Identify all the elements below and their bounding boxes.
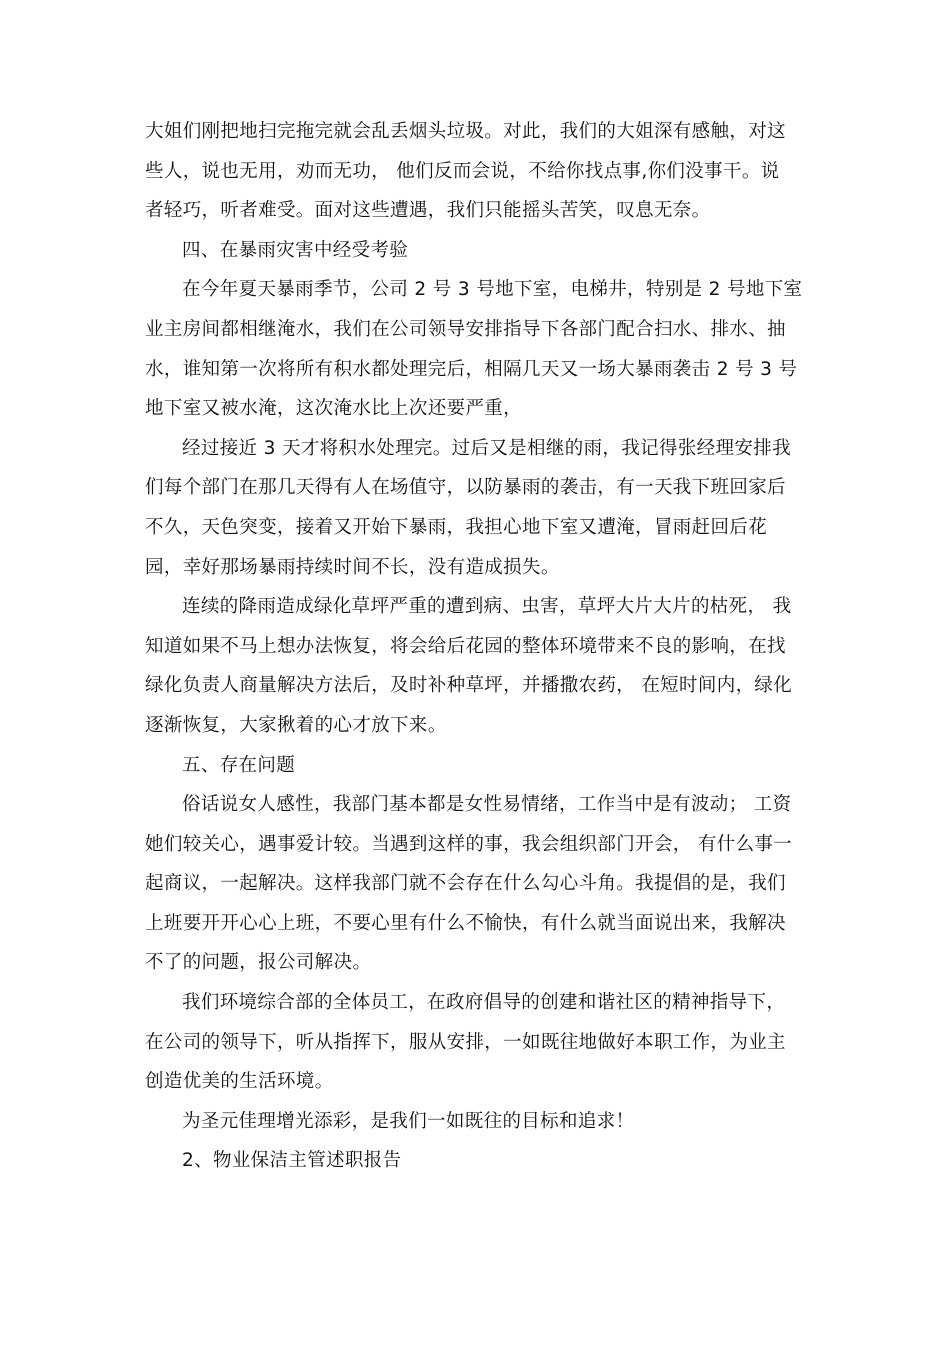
body-line: 者轻巧，听者难受。面对这些遭遇，我们只能摇头苦笑，叹息无奈。 <box>145 200 711 222</box>
paragraph-start: 为圣元佳理增光添彩，是我们一如既往的目标和追求！ <box>182 1110 635 1132</box>
body-line: 水，谁知第一次将所有积水都处理完后，相隔几天又一场大暴雨袭击 2 号 3 号 <box>145 358 798 380</box>
paragraph-start: 连续的降雨造成绿化草坪严重的遭到病、虫害，草坪大片大片的枯死， 我 <box>182 596 792 618</box>
body-line: 大姐们刚把地扫完拖完就会乱丢烟头垃圾。对此，我们的大姐深有感触，对这 <box>145 121 786 142</box>
body-line: 创造优美的生活环境。 <box>145 1071 334 1093</box>
body-line: 知道如果不马上想办法恢复，将会给后花园的整体环境带来不良的影响，在找 <box>145 635 786 657</box>
body-line: 们每个部门在那几天得有人在场值守，以防暴雨的袭击，有一天我下班回家后 <box>145 477 786 499</box>
section-heading-5: 五、存在问题 <box>182 754 296 776</box>
body-line: 不久，天色突变，接着又开始下暴雨，我担心地下室又遭淹，冒雨赶回后花 <box>145 516 768 538</box>
paragraph-start: 俗话说女人感性，我部门基本都是女性易情绪，工作当中是有波动； 工资 <box>182 794 792 816</box>
paragraph-start: 经过接近 3 天才将积水处理完。过后又是相继的雨，我记得张经理安排我 <box>182 437 791 459</box>
body-line: 业主房间都相继淹水，我们在公司领导安排指导下各部门配合扫水、排水、抽 <box>145 318 786 340</box>
section-heading-4: 四、在暴雨灾害中经受考验 <box>182 239 409 261</box>
document-body <box>145 112 807 1181</box>
body-line: 在公司的领导下，听从指挥下，服从安排，一如既往地做好本职工作，为业主 <box>145 1031 786 1053</box>
body-line: 些人，说也无用，劝而无功， 他们反而会说，不给你找点事,你们没事干。说 <box>145 160 780 182</box>
paragraph-start: 在今年夏天暴雨季节，公司 2 号 3 号地下室，电梯井，特别是 2 号地下室 <box>182 279 803 301</box>
report-title-2: 2、物业保洁主管述职报告 <box>182 1150 402 1172</box>
paragraph-start: 我们环境综合部的全体员工，在政府倡导的创建和谐社区的精神指导下， <box>182 992 786 1014</box>
body-line: 绿化负责人商量解决方法后，及时补种草坪，并播撒农药， 在短时间内，绿化 <box>145 675 793 697</box>
body-line: 不了的问题，报公司解决。 <box>145 952 372 974</box>
body-line: 起商议，一起解决。这样我部门就不会存在什么勾心斗角。我提倡的是，我们 <box>145 873 786 895</box>
body-line: 地下室又被水淹，这次淹水比上次还要严重， <box>145 398 523 420</box>
body-line: 她们较关心，遇事爱计较。当遇到这样的事，我会组织部门开会， 有什么事一 <box>145 833 793 855</box>
body-line: 园，幸好那场暴雨持续时间不长，没有造成损失。 <box>145 556 560 578</box>
body-line: 逐渐恢复，大家揪着的心才放下来。 <box>145 714 447 736</box>
body-line: 上班要开开心心上班，不要心里有什么不愉快，有什么就当面说出来，我解决 <box>145 912 786 934</box>
